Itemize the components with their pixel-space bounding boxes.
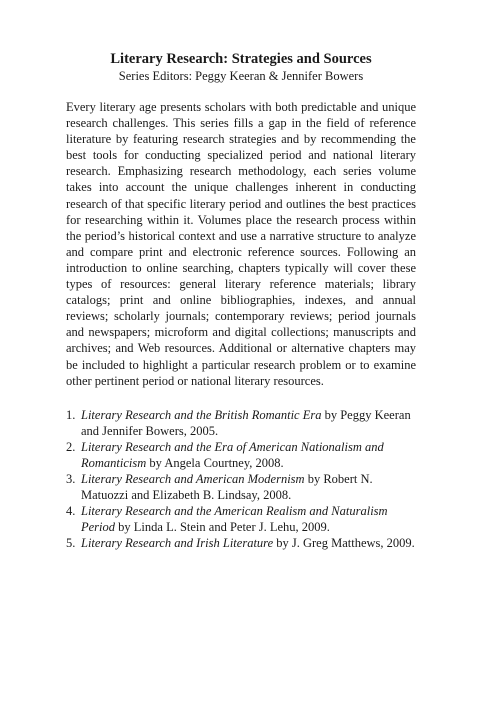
book-number: 3. bbox=[66, 472, 76, 487]
book-byline: by Robert N. Matuozzi and Elizabeth B. Lindsay, 2008. bbox=[81, 472, 373, 503]
book-title: Literary Research and the British Romantic Era bbox=[81, 407, 322, 422]
book-item-1 bbox=[66, 407, 416, 439]
book-item-2 bbox=[66, 439, 416, 471]
series-editors: Series Editors: Peggy Keeran & Jennifer Bowers bbox=[118, 69, 364, 83]
book-list bbox=[66, 407, 416, 552]
series-description: Every literary age presents scholars with both predictable and unique research challenges. This series fills a gap in the field of reference literature by featuring research strategies and by recommending the best tools for conducting specialized period and national literary research. Emphasizing research methodology, each series volume takes into account the unique challenges inherent in conducting research of that specific literary period and outlines the best practices for researching within it. Volumes place the research process within the period’s historical context and use a narrative structure to analyze and compare print and electronic reference sources. Following an introduction to online searching, chapters typically will cover these types of resources: general literary reference materials; library catalogs; print and online bibliographies, indexes, and annual reviews; scholarly journals; contemporary reviews; period journals and newspapers; microform and digital collections; manuscripts and archives; and Web resources. Additional or alternative chapters may be included to highlight a particular research problem or to examine other pertinent period or national literary resources. bbox=[66, 100, 416, 388]
book-title: Literary Research and the Era of American Nationalism and Romanticism bbox=[81, 439, 384, 470]
book-title: Literary Research and American Modernism bbox=[81, 472, 305, 487]
book-title: Literary Research and the American Realism and Naturalism Period bbox=[81, 504, 388, 535]
book-byline: by Peggy Keeran and Jennifer Bowers, 2005. bbox=[81, 407, 411, 438]
book-byline: by Angela Courtney, 2008. bbox=[146, 455, 284, 470]
document-page bbox=[66, 50, 416, 552]
book-title: Literary Research and Irish Literature bbox=[81, 536, 274, 551]
book-number: 4. bbox=[66, 504, 76, 519]
book-item-5 bbox=[66, 535, 416, 551]
book-item-4 bbox=[66, 503, 416, 535]
book-number: 2. bbox=[66, 439, 76, 454]
series-title: Literary Research: Strategies and Sources bbox=[110, 51, 372, 67]
book-number: 1. bbox=[66, 407, 76, 422]
book-byline: by J. Greg Matthews, 2009. bbox=[273, 536, 415, 551]
book-item-3 bbox=[66, 471, 416, 503]
book-byline: by Linda L. Stein and Peter J. Lehu, 2009. bbox=[115, 520, 330, 535]
book-number: 5. bbox=[66, 536, 76, 551]
